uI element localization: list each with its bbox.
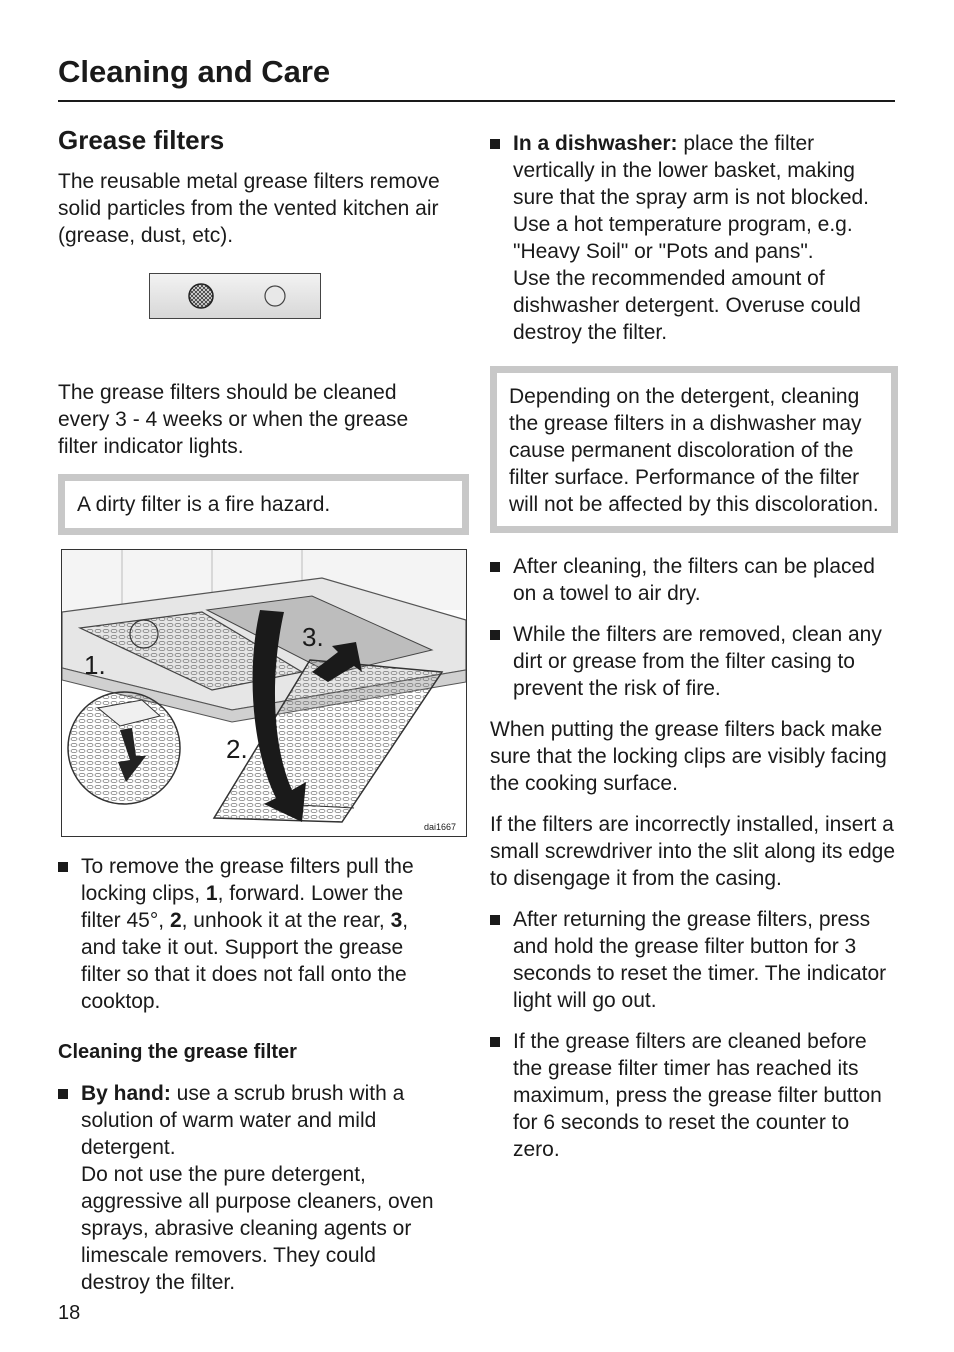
by-hand-warning: Do not use the pure detergent, aggressive all purpose cleaners, oven sprays, abrasive cleaning agents or limescale removers. They could destroy the filter.: [81, 1163, 434, 1294]
filter-removal-illustration: [62, 550, 466, 836]
timer-reset-text: After returning the grease filters, press and hold the grease filter button for 3 seconds to reset the timer. The indicator light will go out.: [513, 908, 887, 1012]
by-hand-label: By hand:: [81, 1082, 171, 1105]
cleaning-subheading: Cleaning the grease filter: [58, 1041, 297, 1063]
panel-buttons: [150, 274, 320, 318]
dishwasher-text: place the filter vertically in the lower basket, making sure that the spray arm is not blocked.: [513, 132, 870, 209]
dishwasher-detergent: Use the recommended amount of dishwasher detergent. Overuse could destroy the filter.: [513, 267, 861, 344]
bullet-square-icon: [490, 630, 500, 640]
bullet-square-icon: [58, 862, 68, 872]
by-hand-instructions: [58, 1080, 448, 1296]
section-heading: Grease filters: [58, 125, 225, 155]
incorrect-install-text: If the filters are incorrectly installed, insert a small screwdriver into the slit along its edge to disengage it from the casing.: [490, 813, 896, 890]
step-3-ref: 3: [390, 909, 403, 932]
bullet-square-icon: [490, 915, 500, 925]
by-hand-text: use a scrub brush with a solution of warm water and mild detergent.: [81, 1082, 405, 1159]
removal-text-part: To remove the grease filters pull the locking clips,: [81, 855, 414, 905]
removal-text-part: , unhook it at the rear,: [181, 909, 391, 932]
step-1-ref: 1: [205, 882, 218, 905]
intro-text: The reusable metal grease filters remove solid particles from the vented kitchen air (grease, dust, etc).: [58, 170, 440, 247]
figure-label-2: 2.: [226, 734, 248, 764]
drying-text: After cleaning, the filters can be placed on a towel to air dry.: [513, 555, 875, 605]
control-panel-illustration: [149, 273, 321, 319]
filter-removal-figure: [61, 549, 467, 837]
timer-reset-instruction: [490, 906, 900, 1014]
figure-code: dai1667: [424, 822, 457, 832]
left-column: [58, 124, 457, 1310]
figure-label-1: 1.: [84, 650, 106, 680]
fire-hazard-warning: [58, 474, 469, 535]
page-number: 18: [58, 1302, 81, 1324]
note-text: Depending on the detergent, cleaning the grease filters in a dishwasher may cause permanent discoloration of the filter surface. Performance of the filter will not be affected by this discoloration.: [509, 385, 879, 516]
bullet-square-icon: [490, 139, 500, 149]
casing-cleaning-instruction: [490, 621, 900, 702]
early-clean-text: If the grease filters are cleaned before the grease filter timer has reached its maximum, press the grease filter button for 6 seconds to reset the counter to zero.: [513, 1030, 882, 1161]
discoloration-note: [490, 366, 898, 533]
right-column: [490, 130, 900, 1177]
dishwasher-instructions: [490, 130, 900, 346]
dishwasher-label: In a dishwasher:: [513, 132, 678, 155]
drying-instruction: [490, 553, 900, 607]
title-rule: [58, 100, 895, 102]
removal-instructions: [58, 853, 448, 1015]
figure-label-3: 3.: [302, 622, 324, 652]
removal-text-part: , forward. Lower the filter 45°,: [81, 882, 404, 932]
grease-filter-indicator-icon: [189, 284, 213, 308]
warning-text: A dirty filter is a fire hazard.: [77, 493, 331, 516]
cleaning-frequency-text: The grease filters should be cleaned every 3 - 4 weeks or when the grease filter indicator lights.: [58, 381, 409, 458]
indicator-light-icon: [265, 286, 285, 306]
bullet-square-icon: [58, 1089, 68, 1099]
bullet-square-icon: [490, 562, 500, 572]
step-2-ref: 2: [169, 909, 182, 932]
bullet-square-icon: [490, 1037, 500, 1047]
removal-text-part: , and take it out. Support the grease filter so that it does not fall onto the cooktop.: [81, 909, 409, 1013]
early-clean-instruction: [490, 1028, 900, 1163]
dishwasher-program: Use a hot temperature program, e.g. "Heavy Soil" or "Pots and pans".: [513, 213, 853, 263]
casing-cleaning-text: While the filters are removed, clean any dirt or grease from the filter casing to prevent the risk of fire.: [513, 623, 882, 700]
page-title: Cleaning and Care: [58, 54, 331, 89]
reinstall-text: When putting the grease filters back make sure that the locking clips are visibly facing the cooking surface.: [490, 718, 887, 795]
